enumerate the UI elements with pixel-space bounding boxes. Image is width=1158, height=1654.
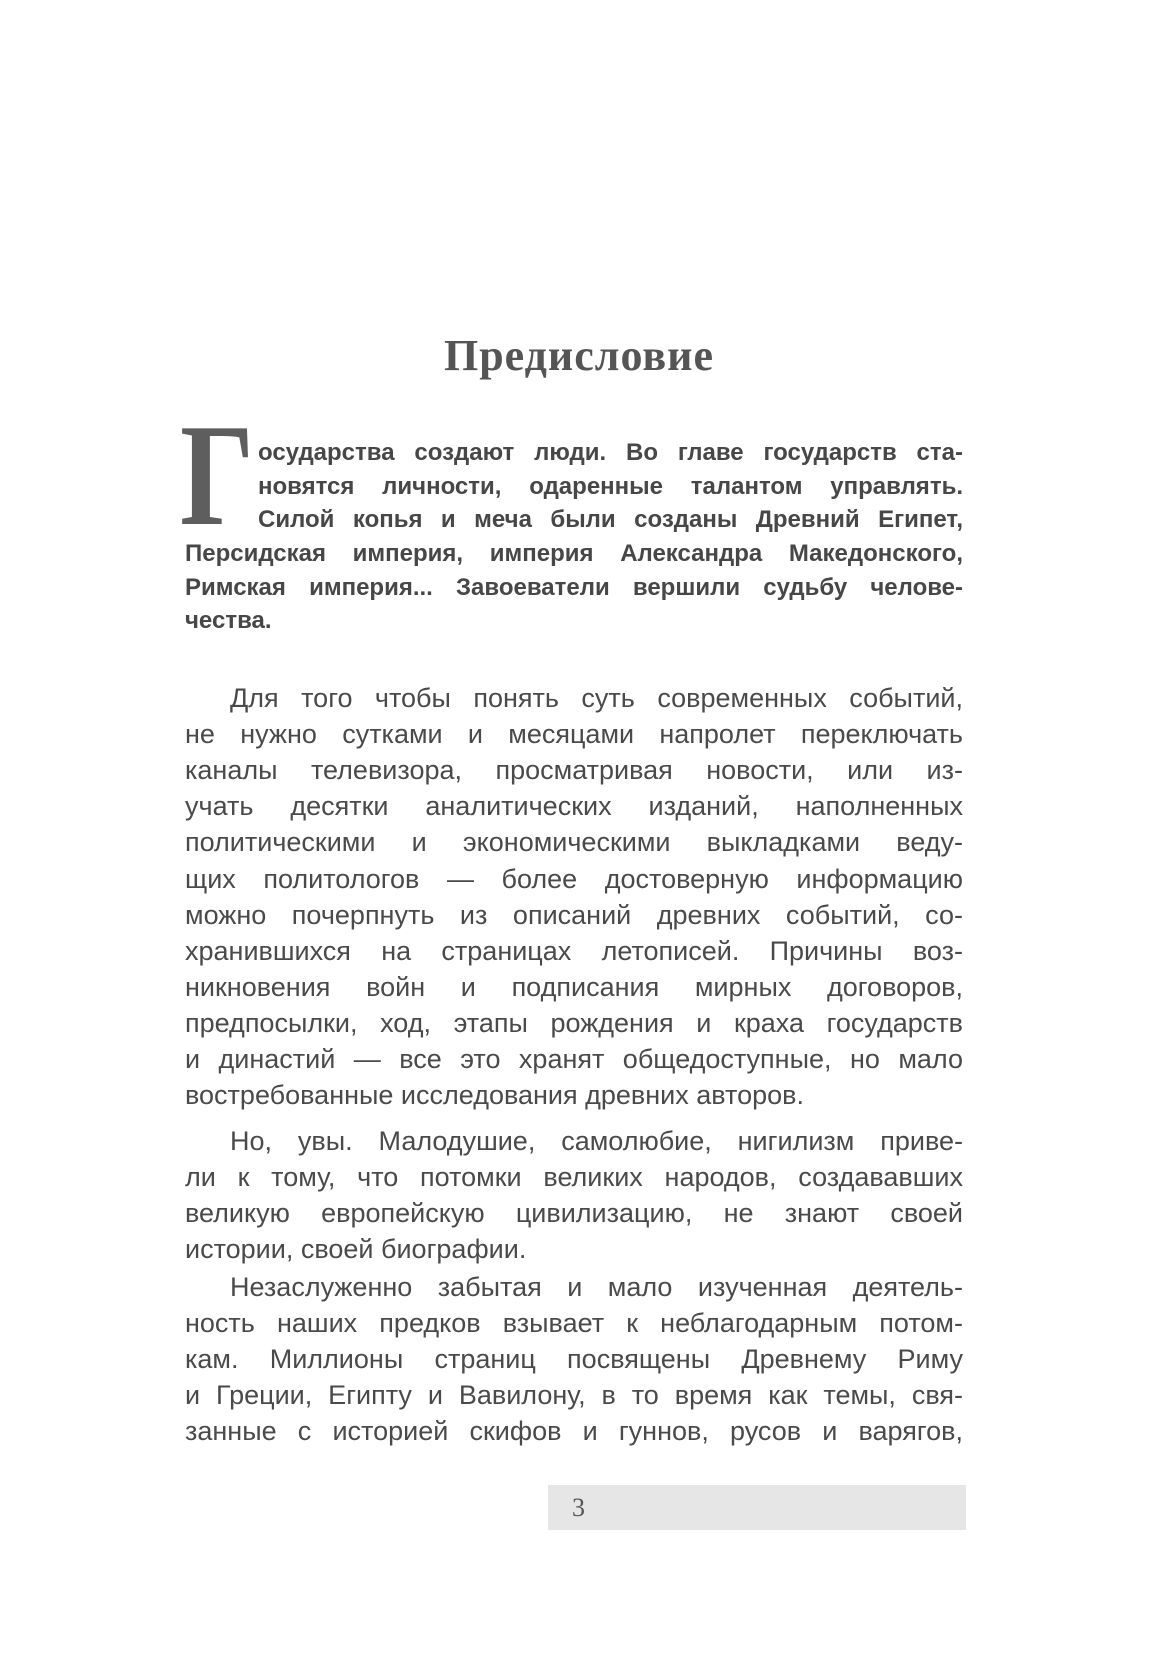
paragraph-line: и династий — все это хранят общедоступные, но мало (185, 1044, 963, 1074)
paragraph-line: предпосылки, ход, этапы рождения и краха государств (185, 1007, 963, 1038)
paragraph-line: ли к тому, что потомки великих народов, создававших (185, 1162, 963, 1193)
paragraph-line: и Греции, Египту и Вавилону, в то время как темы, свя- (185, 1380, 963, 1411)
paragraph-line: ность наших предков взывает к неблагодарным потом- (185, 1308, 963, 1339)
drop-cap: Г (180, 394, 255, 556)
intro-line: новятся личности, одаренные талантом управлять. (258, 473, 963, 500)
intro-line: чества. (185, 607, 272, 634)
intro-line: осударства создают люди. Во главе государств ста- (258, 439, 963, 466)
page-number-box (548, 1485, 966, 1530)
paragraph-line: каналы телевизора, просматривая новости, или из- (185, 755, 963, 786)
page-number: 3 (572, 1493, 585, 1522)
paragraph-line: политическими и экономическими выкладками веду- (185, 827, 963, 858)
paragraph-line: великую европейскую цивилизацию, не знают своей (185, 1198, 963, 1229)
intro-line: Римская империя... Завоеватели вершили судьбу челове- (185, 574, 963, 601)
paragraph-line: учать десятки аналитических изданий, наполненных (185, 791, 963, 822)
paragraph-line: истории, своей биографии. (185, 1234, 527, 1265)
paragraph-line: кам. Миллионы страниц посвящены Древнему Риму (185, 1344, 963, 1375)
intro-line: Силой копья и меча были созданы Древний Египет, (258, 506, 963, 533)
paragraph-line: востребованные исследования древних авторов. (185, 1080, 804, 1111)
paragraph-line: никновения войн и подписания мирных договоров, (185, 971, 963, 1002)
paragraph-line: щих политологов — более достоверную информацию (185, 863, 963, 894)
paragraph-line: можно почерпнуть из описаний древних событий, со- (185, 899, 963, 930)
paragraph-line: Но, увы. Малодушие, самолюбие, нигилизм приве- (230, 1126, 963, 1156)
page-title: Предисловие (443, 331, 714, 380)
paragraph-line: не нужно сутками и месяцами напролет переключать (185, 719, 963, 750)
paragraph-line: занные с историей скифов и гуннов, русов и варягов, (185, 1416, 963, 1447)
paragraph-line: Для того чтобы понять суть современных событий, (230, 683, 963, 713)
intro-line: Персидская империя, империя Александра Македонского, (185, 540, 963, 567)
paragraph-line: Незаслуженно забытая и мало изученная деятель- (230, 1272, 963, 1302)
paragraph-line: хранившихся на страницах летописей. Причины воз- (185, 935, 963, 966)
